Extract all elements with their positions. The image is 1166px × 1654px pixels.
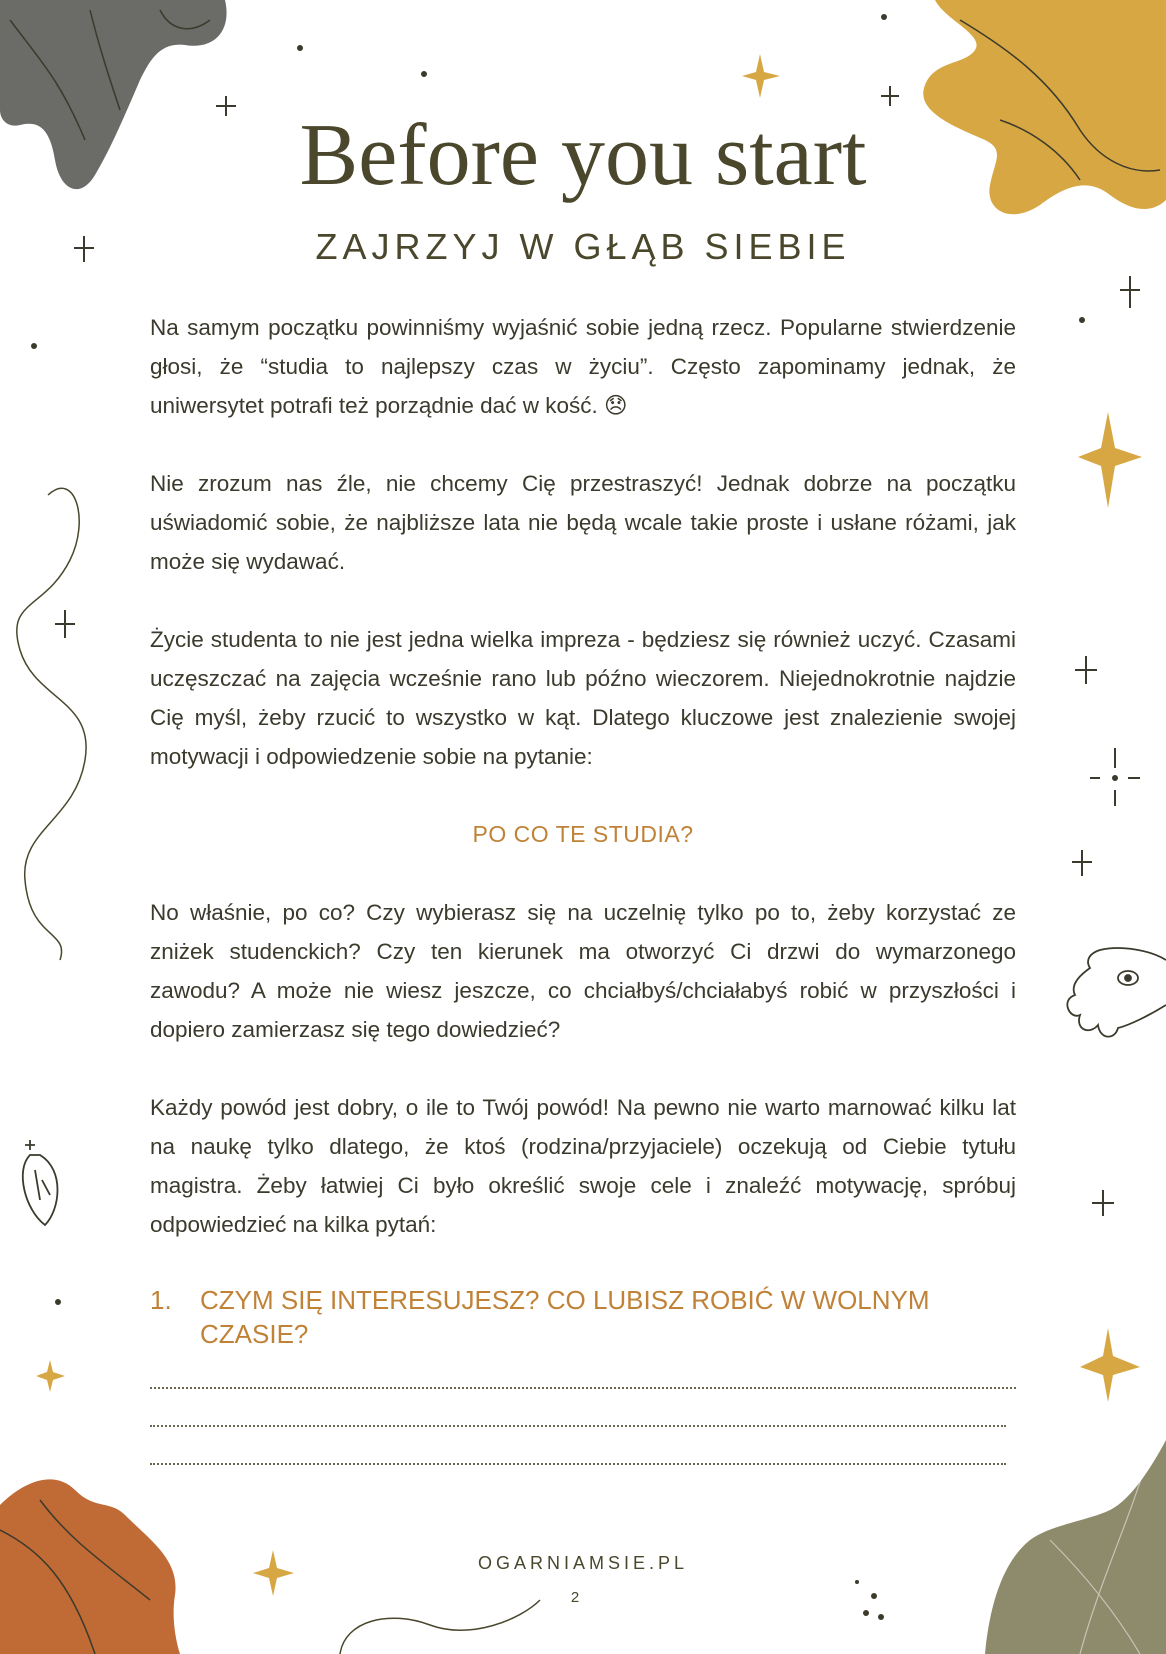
question-1	[150, 1283, 1016, 1351]
wavy-line-bottom	[340, 1600, 540, 1654]
paragraph-motivation: Każdy powód jest dobry, o ile to Twój powód! Na pewno nie warto marnować kilku lat na naukę tylko dlatego, że ktoś (rodzina/przyjaciele) oczekują od Ciebie tytułu magistra. Żeby łatwiej Ci było określić swoje cele i znaleźć motywację, spróbuj odpowiedzieć na kilka pytań:	[150, 1095, 1016, 1237]
paragraph-student-life: Życie studenta to nie jest jedna wielka impreza - będziesz się również uczyć. Czasami uczęszczać na zajęcia wcześnie rano lub późno wieczorem. Niejednokrotnie najdzie Cię myśl, żeby rzucić to wszystko w kąt. Dlatego kluczowe jest znalezienie swojej motywacji i odpowiedzenie sobie na pytanie:	[150, 627, 1016, 769]
paragraph-why: No właśnie, po co? Czy wybierasz się na uczelnię tylko po to, żeby korzystać ze zniżek studenckich? Czy ten kierunek ma otworzyć Ci drzwi do wymarzonego zawodu? A może nie wiesz jeszcze, co chciałbyś/chciałabyś robić w przyszłości i dopiero zamierzasz się tego dowiedzieć?	[150, 900, 1016, 1042]
answer-line-3[interactable]	[150, 1427, 1006, 1465]
hand-eye-doodle	[1067, 948, 1166, 1037]
olive-splash-shape	[985, 1440, 1166, 1654]
heart-arrow-doodle	[23, 1140, 58, 1225]
emphasis-question: PO CO TE STUDIA?	[472, 821, 694, 847]
footer-site: OGARNIAMSIE.PL	[477, 1553, 689, 1573]
answer-line-2[interactable]	[150, 1389, 1006, 1427]
paragraph-reassure: Nie zrozum nas źle, nie chcemy Cię przestraszyć! Jednak dobrze na początku uświadomić sobie, że najbliższe lata nie będą wcale takie proste i usłane różami, jak może się wydawać.	[150, 471, 1016, 574]
paragraph-intro: Na samym początku powinniśmy wyjaśnić sobie jedną rzecz. Popularne stwierdzenie głosi, że “studia to najlepszy czas w życiu”. Często zapominamy jednak, że uniwersytet potrafi też porządnie dać w kość. 😞	[150, 315, 1016, 418]
answer-line-1[interactable]	[150, 1351, 1016, 1389]
wavy-line-left	[17, 488, 86, 960]
question-number: 1.	[150, 1285, 172, 1315]
page-number: 2	[570, 1589, 580, 1606]
page-title: Before you start	[299, 107, 867, 204]
question-text: CZYM SIĘ INTERESUJESZ? CO LUBISZ ROBIĆ W WOLNYM CZASIE?	[200, 1285, 930, 1349]
page-subtitle: ZAJRZYJ W GŁĄB SIEBIE	[315, 226, 851, 267]
main-content	[150, 308, 1016, 1465]
